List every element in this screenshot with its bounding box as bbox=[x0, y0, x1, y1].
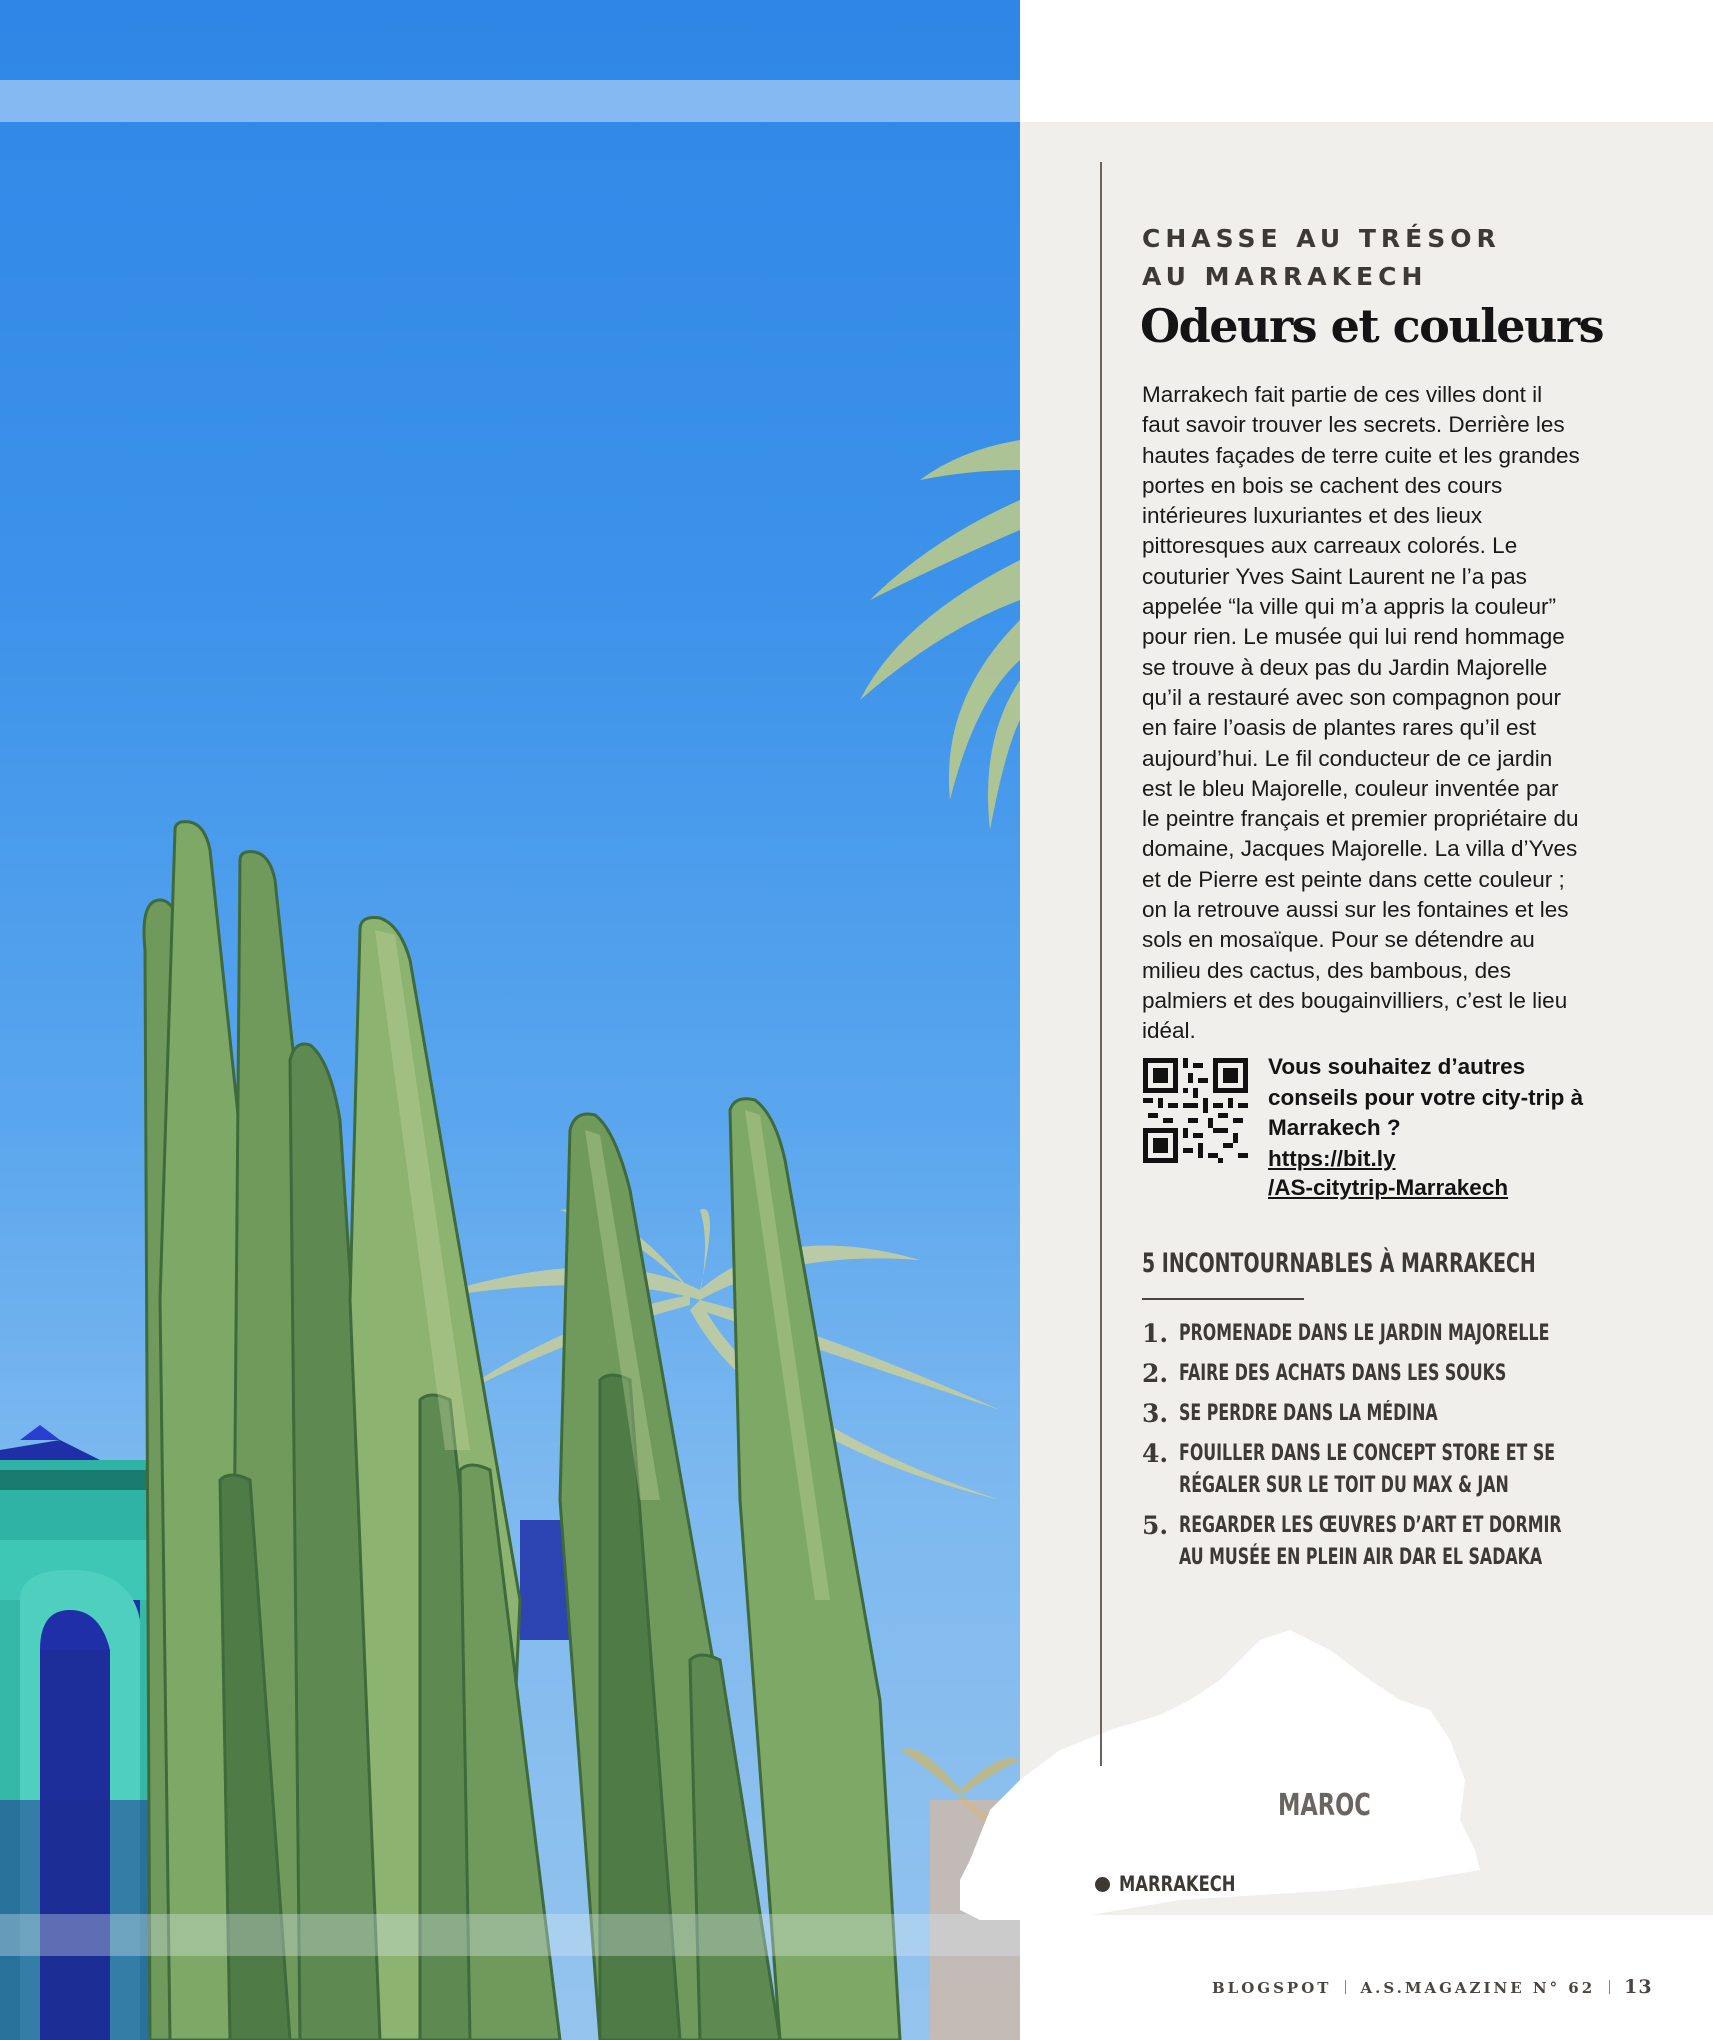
qr-link-line-1[interactable]: https://bit.ly bbox=[1268, 1145, 1396, 1171]
top5-heading-rule bbox=[1142, 1298, 1304, 1300]
qr-callout bbox=[1268, 1052, 1598, 1204]
top5-heading: 5 INCONTOURNABLES À MARRAKECH bbox=[1142, 1248, 1536, 1279]
footer-magazine: A.S.MAGAZINE N° 62 bbox=[1360, 1979, 1596, 1997]
list-item-number: 3. bbox=[1142, 1399, 1169, 1428]
article-body: Marrakech fait partie de ces villes dont il faut savoir trouver les secrets. Derrière les hautes façades de terre cuite et les grandes portes en bois se cachent des cours intérieures luxuriantes et des lieux pittoresques aux carreaux colorés. Le couturier Yves Saint Laurent ne l’a pas appelée “la ville qui m’a appris la couleur” pour rien. Le musée qui lui rend hommage se trouve à deux pas du Jardin Majorelle qu’il a restauré avec son compagnon pour en faire l’oasis de plantes rares qu’il est aujourd’hui. Le fil conducteur de ce jardin est le bleu Majorelle, couleur inventée par le peintre français et premier propriétaire du domaine, Jacques Majorelle. La villa d’Yves et de Pierre est peinte dans cette couleur ; on la retrouve aussi sur les fontaines et les sols en mosaïque. Pour se détendre au milieu des cactus, des bambous, des palmiers et des bougainvilliers, c’est le lieu idéal. bbox=[1142, 382, 1580, 1044]
kicker-line-2: AU MARRAKECH bbox=[1142, 262, 1428, 291]
list-item-number: 1. bbox=[1142, 1319, 1169, 1348]
city-marker-icon bbox=[1095, 1877, 1110, 1892]
list-item-text: FAIRE DES ACHATS DANS LES SOUKS bbox=[1179, 1361, 1507, 1386]
qr-link-line-2[interactable]: /AS-citytrip-Marrakech bbox=[1268, 1175, 1509, 1200]
photo-light-band-top bbox=[0, 80, 1020, 122]
list-item-text: PROMENADE DANS LE JARDIN MAJORELLE bbox=[1179, 1321, 1550, 1346]
list-item bbox=[1142, 1358, 1602, 1390]
footer-separator bbox=[1609, 1980, 1610, 1994]
list-item-number: 5. bbox=[1142, 1511, 1169, 1540]
top5-list bbox=[1142, 1318, 1602, 1582]
list-item bbox=[1142, 1438, 1602, 1502]
map-country-label: MAROC bbox=[1278, 1788, 1371, 1823]
list-item-number: 2. bbox=[1142, 1359, 1169, 1388]
kicker-line-1: CHASSE AU TRÉSOR bbox=[1142, 224, 1501, 253]
list-item bbox=[1142, 1318, 1602, 1350]
vertical-rule bbox=[1100, 162, 1102, 1766]
list-item-text: FOUILLER DANS LE CONCEPT STORE ET SE RÉGALER SUR LE TOIT DU MAX & JAN bbox=[1179, 1441, 1556, 1498]
qr-callout-text: Vous souhaitez d’autres conseils pour votre city-trip à Marrakech ? bbox=[1268, 1054, 1584, 1140]
footer-separator bbox=[1345, 1980, 1346, 1994]
list-item bbox=[1142, 1510, 1602, 1574]
qr-code-icon[interactable] bbox=[1143, 1058, 1248, 1163]
list-item-text: REGARDER LES ŒUVRES D’ART ET DORMIR AU MUSÉE EN PLEIN AIR DAR EL SADAKA bbox=[1179, 1513, 1562, 1570]
map-city-label: MARRAKECH bbox=[1119, 1872, 1236, 1896]
article-kicker bbox=[1142, 220, 1582, 296]
list-item-number: 4. bbox=[1142, 1439, 1169, 1468]
list-item bbox=[1142, 1398, 1602, 1430]
page-footer bbox=[1212, 1972, 1652, 2002]
photo-light-band-bottom bbox=[0, 1914, 1020, 1956]
page-number: 13 bbox=[1624, 1976, 1653, 1998]
list-item-text: SE PERDRE DANS LA MÉDINA bbox=[1179, 1401, 1438, 1426]
article-title: Odeurs et couleurs bbox=[1140, 299, 1604, 353]
footer-section: BLOGSPOT bbox=[1212, 1979, 1332, 1997]
